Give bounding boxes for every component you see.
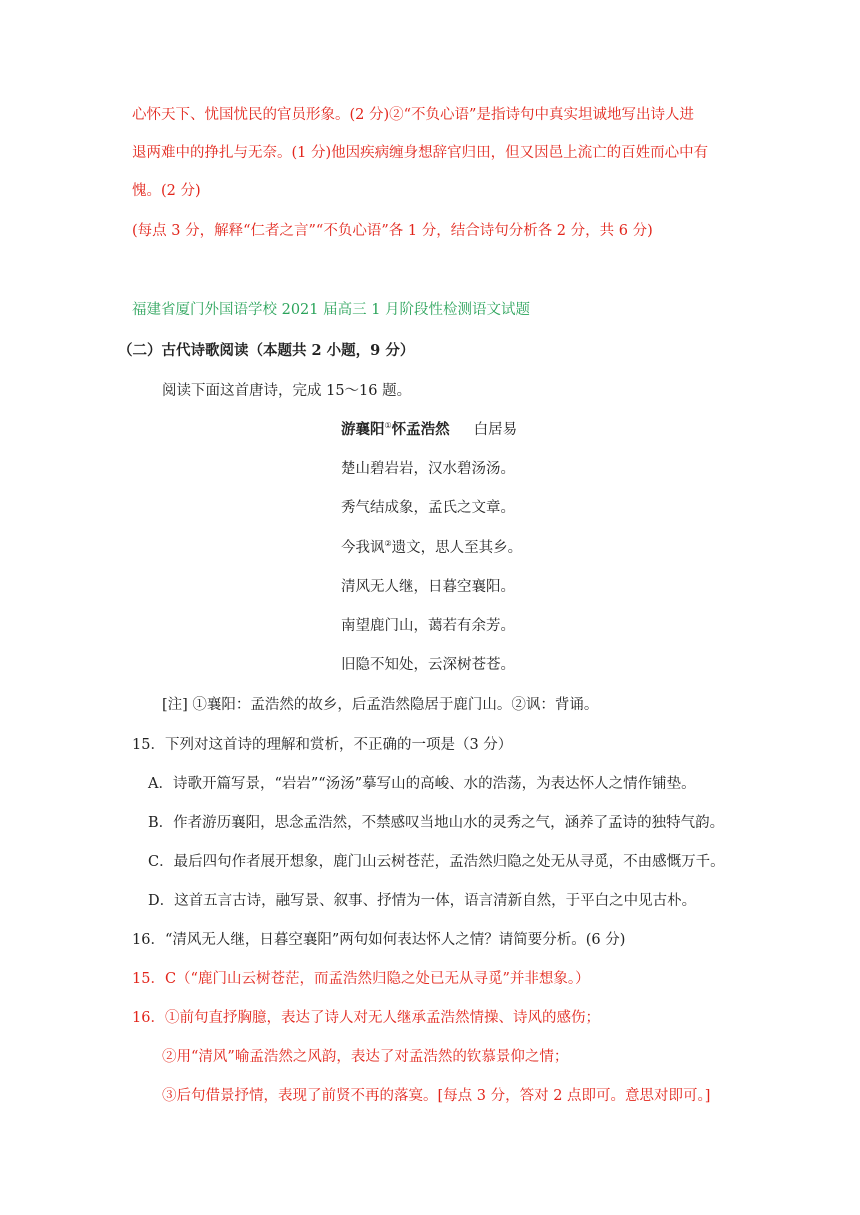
poem-title-footnote-mark: ① <box>384 421 392 431</box>
poem-line-1: 楚山碧岩岩，汉水碧汤汤。 <box>341 461 515 477</box>
poem-line-3-a: 今我讽 <box>341 540 385 556</box>
reading-instruction: 阅读下面这首唐诗，完成 15～16 题。 <box>162 383 412 399</box>
answer-16-point-3: ③后句借景抒情，表现了前贤不再的落寞。[每点 3 分，答对 2 点即可。意思对即可。] <box>162 1088 711 1104</box>
prev-answer-scoring: (每点 3 分，解释“仁者之言”“不负心语”各 1 分，结合诗句分析各 2 分，共 6 分) <box>132 223 653 239</box>
answer-15: 15．C（“鹿门山云树苍茫，而孟浩然归隐之处已无从寻觅”并非想象。） <box>132 971 590 987</box>
q15-stem: 15．下列对这首诗的理解和赏析，不正确的一项是（3 分） <box>132 737 513 753</box>
poem-title <box>341 420 517 440</box>
poem-line-3 <box>341 538 522 558</box>
section-heading: （二）古代诗歌阅读（本题共 2 小题，9 分） <box>118 342 415 359</box>
poem-line-2: 秀气结成象，孟氏之文章。 <box>341 500 515 516</box>
prev-answer-line-2: 退两难中的挣扎与无奈。(1 分)他因疾病缠身想辞官归田，但又因邑上流亡的百姓而心中有 <box>132 145 709 161</box>
prev-answer-line-1: 心怀天下、忧国忧民的官员形象。(2 分)②“不负心语”是指诗句中真实坦诚地写出诗人进 <box>132 107 694 123</box>
poem-line-5: 南望鹿门山，蔼若有余芳。 <box>341 618 515 634</box>
poem-line-4: 清风无人继，日暮空襄阳。 <box>341 579 515 595</box>
q15-option-b: B．作者游历襄阳，思念孟浩然，不禁感叹当地山水的灵秀之气，涵养了孟诗的独特气韵。 <box>148 815 725 831</box>
q15-option-c: C．最后四句作者展开想象，鹿门山云树苍茫，孟浩然归隐之处无从寻觅，不由感慨万千。 <box>148 854 725 870</box>
q16-stem: 16．“清风无人继，日暮空襄阳”两句如何表达怀人之情？请简要分析。(6 分) <box>132 932 626 948</box>
prev-answer-line-3: 愧。(2 分) <box>132 183 201 199</box>
poem-author: 白居易 <box>473 422 518 438</box>
poem-line-3-b: 遗文，思人至其乡。 <box>391 540 523 556</box>
poem-note: [注] ①襄阳：孟浩然的故乡，后孟浩然隐居于鹿门山。②讽：背诵。 <box>162 697 599 713</box>
poem-line-3-footnote-mark: ② <box>384 539 392 549</box>
q15-option-a: A．诗歌开篇写景，“岩岩”“汤汤”摹写山的高峻、水的浩荡，为表达怀人之情作铺垫。 <box>148 776 696 792</box>
poem-title-part1: 游襄阳 <box>341 421 385 438</box>
poem-line-6: 旧隐不知处，云深树苍苍。 <box>341 657 515 673</box>
q15-option-d: D．这首五言古诗，融写景、叙事、抒情为一体，语言清新自然，于平白之中见古朴。 <box>148 893 697 909</box>
answer-16-point-1: 16．①前句直抒胸臆，表达了诗人对无人继承孟浩然情操、诗风的感伤； <box>132 1010 600 1026</box>
source-title: 福建省厦门外国语学校 2021 届高三 1 月阶段性检测语文试题 <box>132 302 531 318</box>
answer-16-point-2: ②用“清风”喻孟浩然之风韵，表达了对孟浩然的钦慕景仰之情； <box>162 1049 569 1065</box>
poem-title-part2: 怀孟浩然 <box>391 421 450 438</box>
